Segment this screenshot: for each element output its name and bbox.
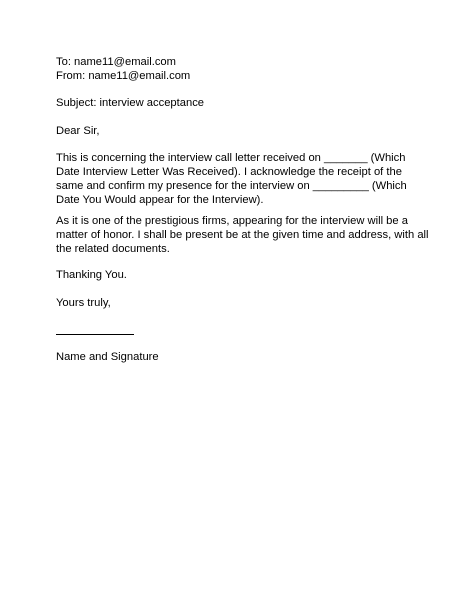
paragraph-1-line: Date You Would appear for the Interview). <box>56 194 264 206</box>
paragraph-2-line: As it is one of the prestigious firms, appearing for the interview will be a <box>56 215 408 227</box>
paragraph-1-line: Date Interview Letter Was Received). I acknowledge the receipt of the <box>56 166 402 178</box>
thanks-line: Thanking You. <box>56 269 127 281</box>
paragraph-1 <box>56 151 421 207</box>
salutation: Dear Sir, <box>56 125 100 137</box>
from-line: From: name11@email.com <box>56 70 191 82</box>
signature-line <box>56 334 134 335</box>
subject-line: Subject: interview acceptance <box>56 97 205 109</box>
paragraph-2-line: matter of honor. I shall be present be at the given time and address, with all <box>56 229 429 241</box>
paragraph-2-line: the related documents. <box>56 243 170 255</box>
header-block <box>56 55 421 83</box>
paragraph-2 <box>56 214 429 256</box>
closing-line: Yours truly, <box>56 297 111 309</box>
paragraph-1-line: This is concerning the interview call letter received on _______ (Which <box>56 152 406 164</box>
signature-label: Name and Signature <box>56 351 159 363</box>
paragraph-1-line: same and confirm my presence for the interview on _________ (Which <box>56 180 407 192</box>
to-line: To: name11@email.com <box>56 56 176 68</box>
